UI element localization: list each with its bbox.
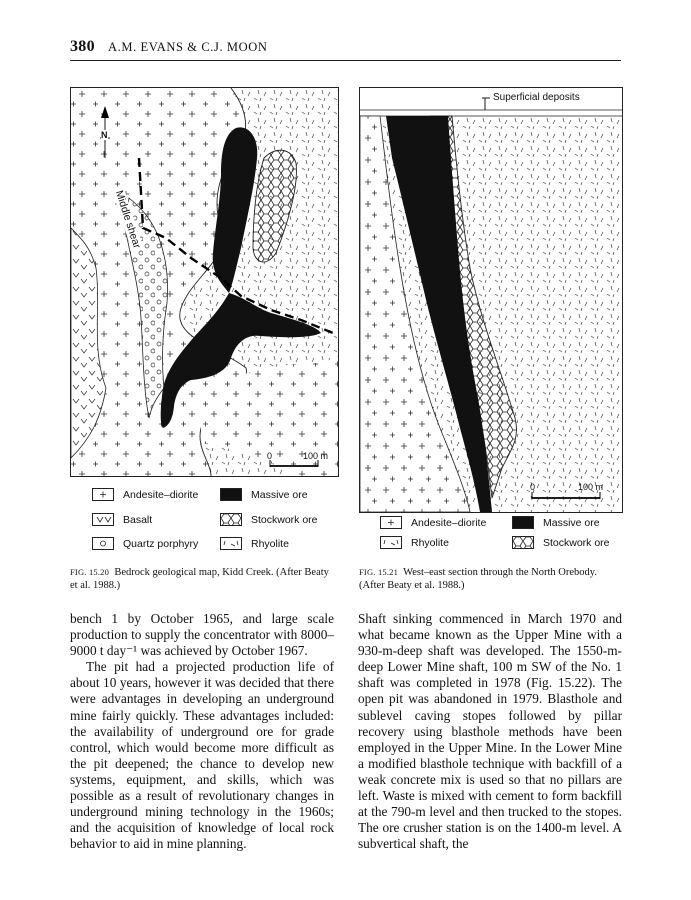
paragraph: The pit had a projected production life of about 10 years, however it was decided that there were advantages in developing an underground mine fairly quickly. These advantages included: the availability of underground ore for grade control, which would become more difficult as the pit deepened; the chance to develop new systems, equipment, and skills, which was possible as a result of revolutionary changes in underground mining technology in the 1960s; and the acquisition of knowledge of local rock behavior to aid in mine planning.: [70, 659, 334, 852]
scale-zero-label: 0: [267, 451, 273, 461]
legend-item: Rhyolite: [380, 536, 449, 549]
figure-15-21-section: [359, 87, 623, 513]
running-header: [70, 38, 630, 58]
paragraph: bench 1 by October 1965, and large scale production to supply the concentrator with 8000–9000 t day⁻¹ was achieved by October 1967.: [70, 611, 334, 659]
massive-ore-swatch: [512, 516, 534, 529]
running-head-authors: A.M. EVANS & C.J. MOON: [108, 40, 268, 54]
rhyolite-swatch: [220, 537, 242, 550]
legend-right: [380, 516, 620, 552]
quartz-porphyry-swatch: [92, 537, 114, 550]
paragraph: Shaft sinking commenced in March 1970 and what became known as the Upper Mine with a 930-m-deep shaft was developed. The 1550-m-deep Lower Mine shaft, 100 m SW of the No. 1 shaft was completed in 1978 (Fig. 15.22). The open pit was abandoned in 1979. Blasthole and sublevel caving stopes followed by pillar recovery using blasthole methods have been employed in the Upper Mine. In the Lower Mine a modified blasthole technique with backfill of a weak concrete mix is used so that no pillars are left. Waste is mixed with cement to form backfill at the 790-m level and then trucked to the stopes. The ore crusher station is on the 1400-m level. A subvertical shaft, the: [358, 611, 622, 852]
caption-text: Bedrock geological map, Kidd Creek. (After Beaty et al. 1988.): [70, 567, 329, 591]
scale-end-label: 100 m: [303, 451, 329, 461]
andesite-swatch: [92, 488, 114, 501]
cross-section: [360, 88, 622, 512]
body-column-left: [70, 611, 334, 852]
rhyolite-swatch: [380, 536, 402, 549]
legend-item: Basalt: [92, 513, 152, 526]
figure-caption-15-20: [70, 566, 330, 592]
middle-shear-label: Middle shear: [112, 188, 143, 250]
stockwork-swatch: [512, 536, 534, 549]
figure-caption-15-21: [359, 566, 621, 592]
page-number: 380: [70, 38, 95, 55]
body-column-right: [358, 611, 622, 852]
legend-item: Rhyolite: [220, 537, 289, 550]
header-rule: [70, 60, 621, 61]
basalt-swatch: [92, 513, 114, 526]
north-label: N: [101, 130, 108, 140]
legend-item: Massive ore: [512, 516, 600, 529]
caption-label: FIG. 15.21: [359, 567, 399, 577]
legend-item: Stockwork ore: [512, 536, 610, 549]
andesite-swatch: [380, 516, 402, 529]
legend-item: Andesite–diorite: [92, 488, 198, 501]
legend-item: Stockwork ore: [220, 513, 318, 526]
geological-map: [71, 88, 338, 476]
scale-end-label: 100 m: [578, 482, 604, 492]
caption-text: West–east section through the North Orebody. (After Beaty et al. 1988.): [359, 567, 597, 591]
legend-item: Quartz porphyry: [92, 537, 198, 550]
legend-left: [92, 488, 342, 552]
legend-item: Massive ore: [220, 488, 308, 501]
figure-15-20-map: [70, 87, 339, 477]
superficial-deposits-label: Superficial deposits: [493, 92, 580, 103]
scale-zero-label: 0: [530, 482, 536, 492]
massive-ore-swatch: [220, 488, 242, 501]
stockwork-swatch: [220, 513, 242, 526]
legend-item: Andesite–diorite: [380, 516, 486, 529]
caption-label: FIG. 15.20: [70, 567, 110, 577]
